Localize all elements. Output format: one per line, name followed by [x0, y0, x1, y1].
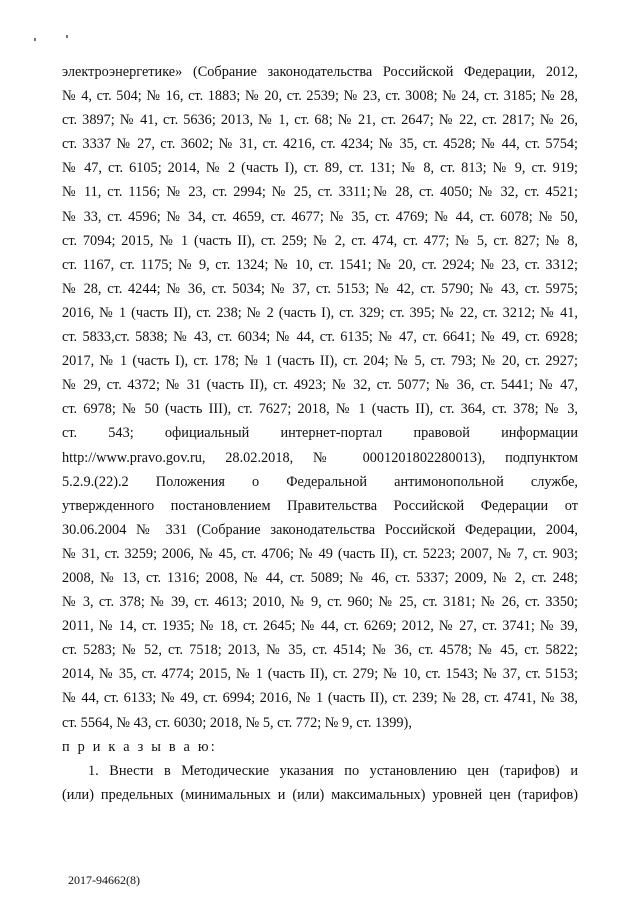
text-line: утвержденного постановлением Правительства Российской Федерации от [62, 497, 578, 514]
text-line: 2008, № 13, ст. 1316; 2008, № 44, ст. 5089; № 46, ст. 5337; 2009, № 2, ст. 248; [62, 569, 578, 586]
text-line: электроэнергетике» (Собрание законодательства Российской Федерации, 2012, [62, 64, 578, 80]
text-line: ст. 5564, № 43, ст. 6030; 2018, № 5, ст. 772; № 9, ст. 1399), [62, 714, 412, 731]
text-line: № 4, ст. 504; № 16, ст. 1883; № 20, ст. 2539; № 23, ст. 3008; № 24, ст. 3185; № 28, [62, 88, 578, 105]
document-footer-code: 2017-94662(8) [68, 873, 140, 887]
text-line: № 3, ст. 378; № 39, ст. 4613; 2010, № 9, ст. 960; № 25, ст. 3181; № 26, ст. 3350; [62, 594, 578, 611]
order-word: п р и к а з ы в а ю: [62, 738, 217, 755]
text-line: № 33, ст. 4596; № 34, ст. 4659, ст. 4677; № 35, ст. 4769; № 44, ст. 6078; № 50, [62, 208, 578, 225]
text-line: 2011, № 14, ст. 1935; № 18, ст. 2645; № 44, ст. 6269; 2012, № 27, ст. 3741; № 39, [62, 618, 578, 635]
item-1-line: 1. Внести в Методические указания по установлению цен (тарифов) и [88, 762, 578, 779]
text-line: ст. 543; официальный интернет-портал правовой информации [62, 425, 578, 442]
text-line: ст. 3337 № 27, ст. 3602; № 31, ст. 4216, ст. 4234; № 35, ст. 4528; № 44, ст. 5754; [62, 136, 578, 153]
text-line: ст. 5283; № 52, ст. 7518; 2013, № 35, ст. 4514; № 36, ст. 4578; № 45, ст. 5822; [62, 642, 578, 659]
text-line: ст. 5833,ст. 5838; № 43, ст. 6034; № 44, ст. 6135; № 47, ст. 6641; № 49, ст. 6928; [62, 329, 578, 346]
text-line: 5.2.9.(22).2 Положения о Федеральной антимонопольной службе, [62, 473, 578, 490]
text-line: 2016, № 1 (часть II), ст. 238; № 2 (часть I), ст. 329; ст. 395; № 22, ст. 3212; № 41, [62, 304, 578, 321]
document-body [62, 60, 578, 807]
text-line: ст. 7094; 2015, № 1 (часть II), ст. 259; № 2, ст. 474, ст. 477; № 5, ст. 827; № 8, [62, 232, 578, 249]
text-line: № 29, ст. 4372; № 31 (часть II), ст. 4923; № 32, ст. 5077; № 36, ст. 5441; № 47, [62, 377, 578, 394]
text-line: № 44, ст. 6133; № 49, ст. 6994; 2016, № 1 (часть II), ст. 239; № 28, ст. 4741, № 38, [62, 690, 578, 707]
text-line: 30.06.2004 № 331 (Собрание законодательства Российской Федерации, 2004, [62, 521, 578, 538]
scan-speck [34, 38, 36, 41]
text-line: 2014, № 35, ст. 4774; 2015, № 1 (часть II), ст. 279; № 10, ст. 1543; № 37, ст. 5153; [62, 666, 578, 683]
text-line: № 31, ст. 3259; 2006, № 45, ст. 4706; № 49 (часть II), ст. 5223; 2007, № 7, ст. 903; [62, 545, 578, 562]
text-line: 2017, № 1 (часть I), ст. 178; № 1 (часть II), ст. 204; № 5, ст. 793; № 20, ст. 2927; [62, 353, 578, 370]
item-1-line: (или) предельных (минимальных и (или) максимальных) уровней цен (тарифов) [62, 786, 578, 803]
text-line: ст. 6978; № 50 (часть III), ст. 7627; 2018, № 1 (часть II), ст. 364, ст. 378; № 3, [62, 401, 578, 418]
text-line: ст. 1167, ст. 1175; № 9, ст. 1324; № 10, ст. 1541; № 20, ст. 2924; № 23, ст. 3312; [62, 256, 578, 273]
text-line: № 47, ст. 6105; 2014, № 2 (часть I), ст. 89, ст. 131; № 8, ст. 813; № 9, ст. 919; [62, 160, 578, 177]
text-line: http://www.pravo.gov.ru, 28.02.2018, № 0001201802280013), подпунктом [62, 449, 578, 466]
text-line: ст. 3897; № 41, ст. 5636; 2013, № 1, ст. 68; № 21, ст. 2647; № 22, ст. 2817; № 26, [62, 112, 578, 129]
text-line: № 28, ст. 4244; № 36, ст. 5034; № 37, ст. 5153; № 42, ст. 5790; № 43, ст. 5975; [62, 280, 578, 297]
text-line: № 11, ст. 1156; № 23, ст. 2994; № 25, ст. 3311;№ 28, ст. 4050; № 32, ст. 4521; [62, 184, 578, 201]
scan-speck [66, 35, 68, 38]
